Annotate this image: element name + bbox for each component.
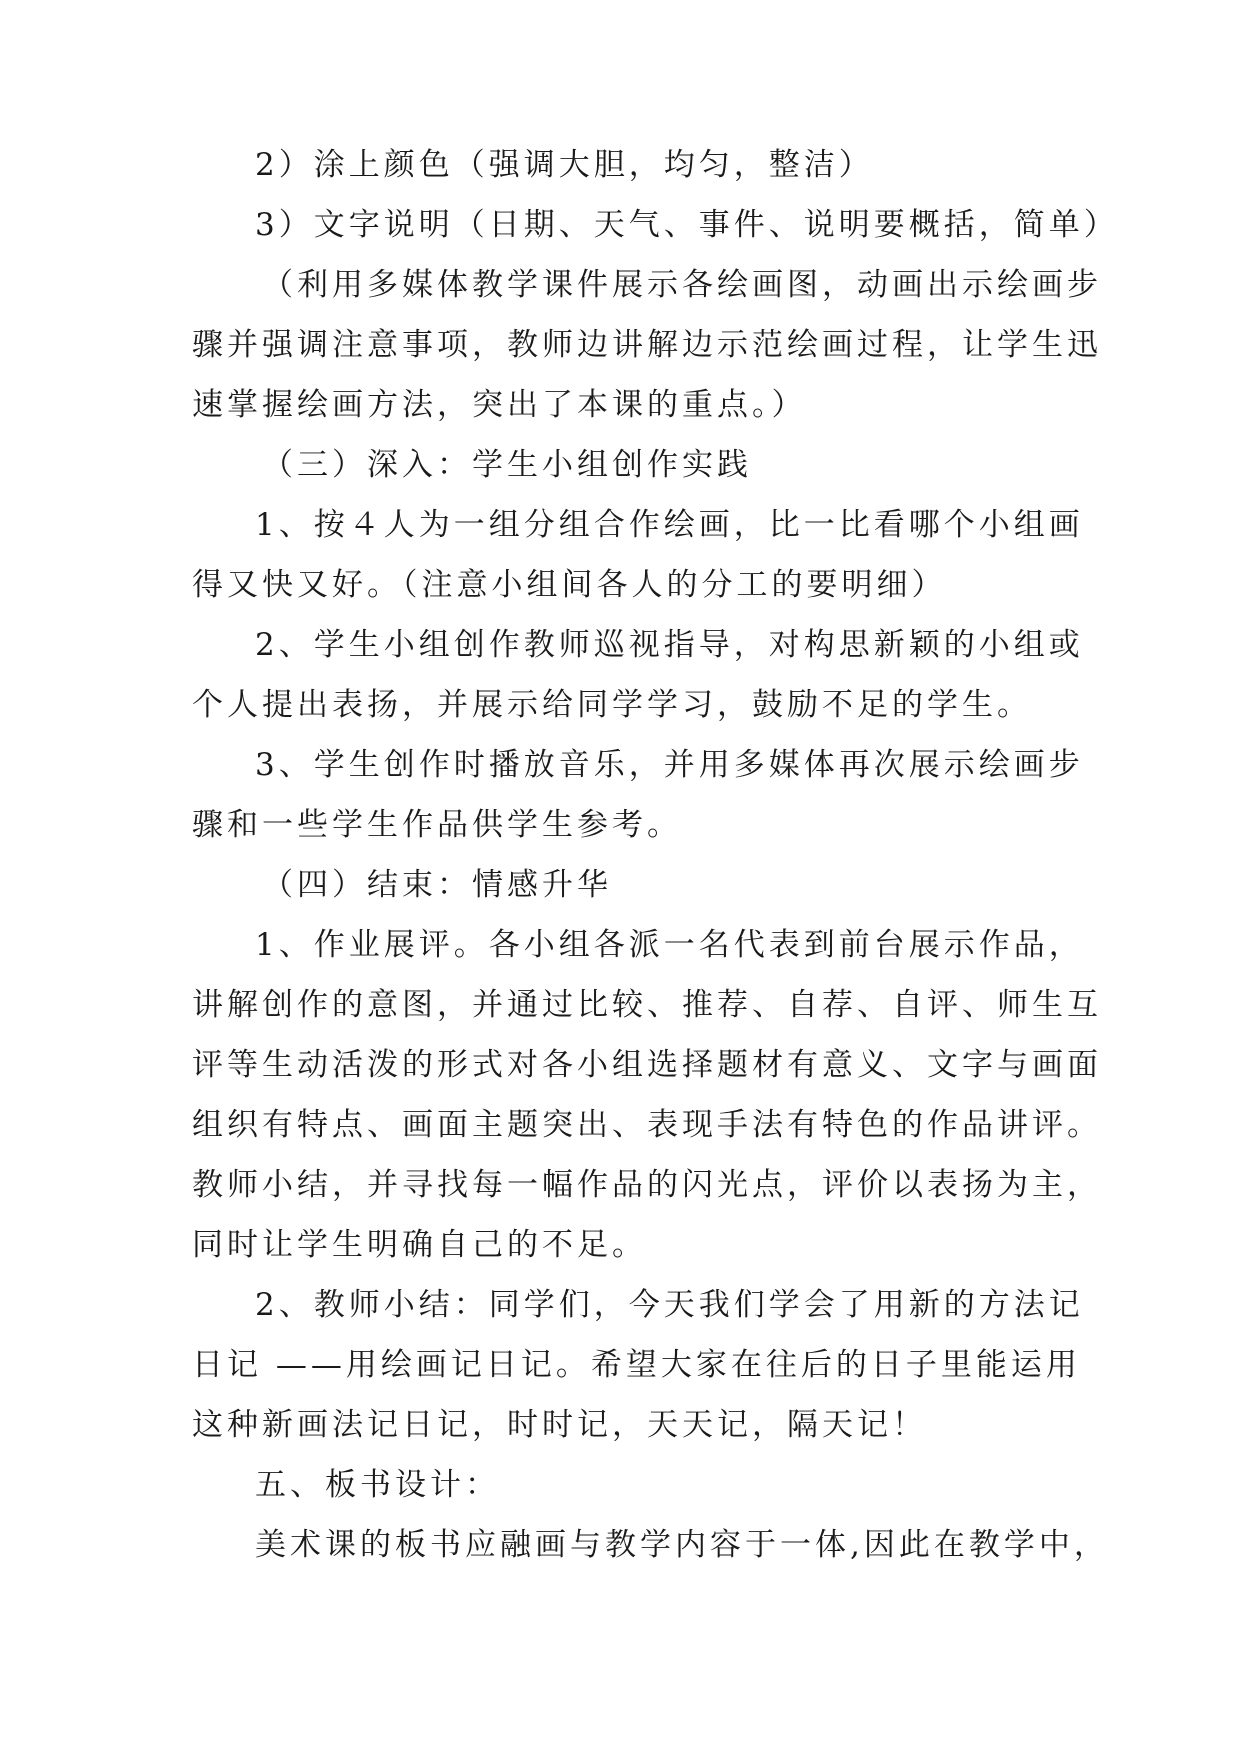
paragraph-line: （利用多媒体教学课件展示各绘画图，动画出示绘画步 [262, 267, 1102, 303]
section-heading: 五、板书设计： [255, 1467, 500, 1503]
paragraph-line: 2）涂上颜色（强调大胆，均匀，整洁） [255, 147, 874, 183]
section-heading: （三）深入：学生小组创作实践 [262, 447, 752, 483]
paragraph-line: 2、学生小组创作教师巡视指导，对构思新颖的小组或 [255, 627, 1084, 663]
paragraph-line: 教师小结，并寻找每一幅作品的闪光点，评价以表扬为主， [192, 1167, 1102, 1203]
paragraph-line: 组织有特点、画面主题突出、表现手法有特色的作品讲评。 [192, 1107, 1102, 1143]
paragraph-line: 讲解创作的意图，并通过比较、推荐、自荐、自评、师生互 [192, 987, 1102, 1023]
paragraph-line: 1、作业展评。各小组各派一名代表到前台展示作品， [255, 927, 1084, 963]
paragraph-line: 这种新画法记日记，时时记，天天记，隔天记！ [192, 1407, 927, 1443]
paragraph-line: 速掌握绘画方法，突出了本课的重点。） [192, 387, 807, 423]
paragraph-line: 评等生动活泼的形式对各小组选择题材有意义、文字与画面 [192, 1047, 1102, 1083]
paragraph-line: 3、学生创作时播放音乐，并用多媒体再次展示绘画步 [255, 747, 1084, 783]
paragraph-line: 得又快又好。（注意小组间各人的分工的要明细） [192, 567, 947, 603]
paragraph-line: 美术课的板书应融画与教学内容于一体,因此在教学中， [255, 1527, 1109, 1563]
paragraph-line: 同时让学生明确自己的不足。 [192, 1227, 647, 1263]
paragraph-line: 骤并强调注意事项，教师边讲解边示范绘画过程，让学生迅 [192, 327, 1102, 363]
paragraph-line: 个人提出表扬，并展示给同学学习，鼓励不足的学生。 [192, 687, 1032, 723]
paragraph-line: 3）文字说明（日期、天气、事件、说明要概括，简单） [255, 207, 1119, 243]
paragraph-line: 2、教师小结：同学们，今天我们学会了用新的方法记 [255, 1287, 1084, 1323]
paragraph-line: 骤和一些学生作品供学生参考。 [192, 807, 682, 843]
section-heading: （四）结束：情感升华 [262, 867, 612, 903]
paragraph-line: 日记 ——用绘画记日记。希望大家在往后的日子里能运用 [192, 1347, 1081, 1383]
paragraph-line: 1、按４人为一组分组合作绘画，比一比看哪个小组画 [255, 507, 1084, 543]
